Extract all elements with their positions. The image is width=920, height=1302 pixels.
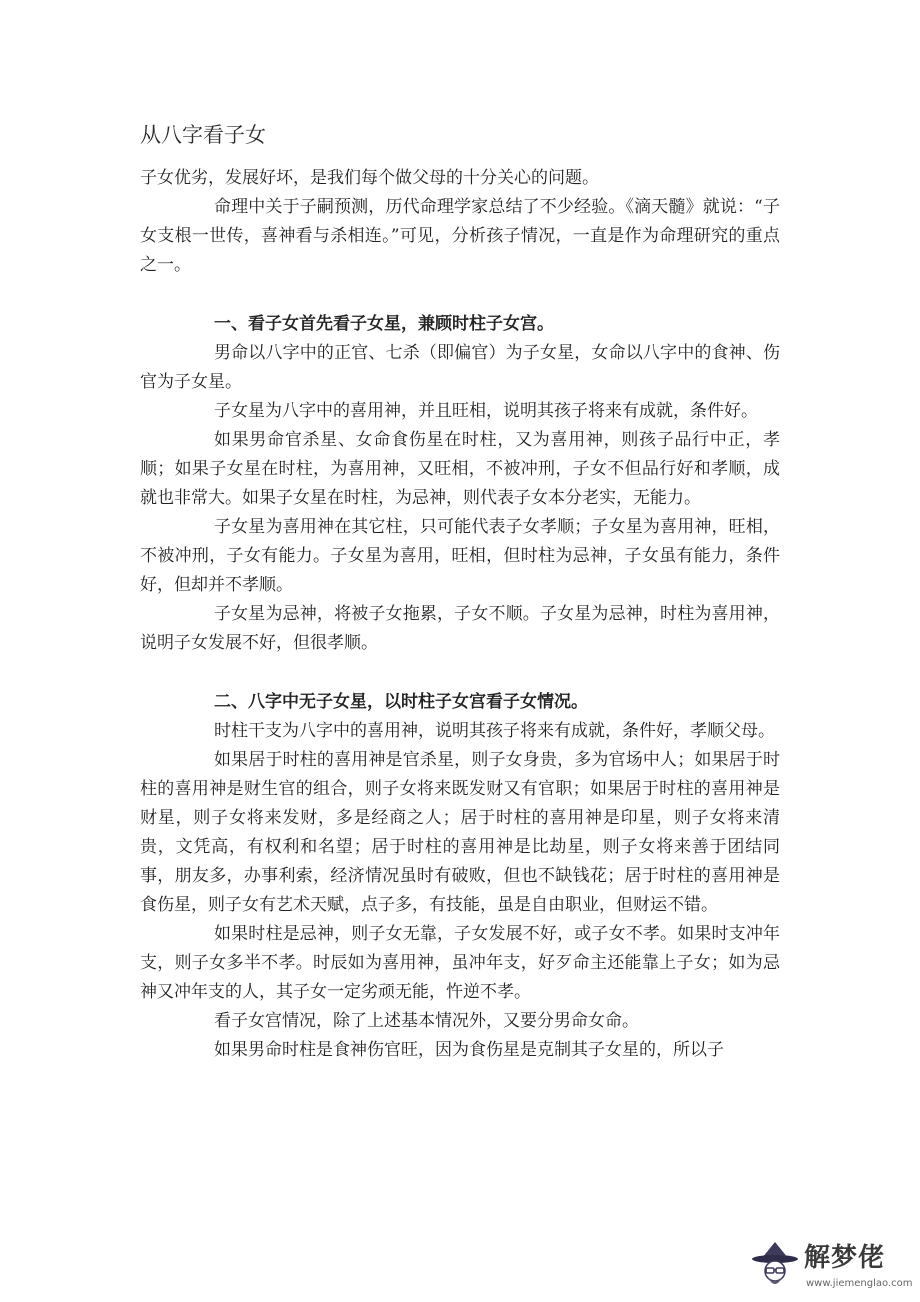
paragraph: 如果男命时柱是食神伤官旺，因为食伤星是克制其子女星的，所以子 xyxy=(214,1040,724,1060)
section-heading-2: 二、八字中无子女星，以时柱子女宫看子女情况。 xyxy=(214,692,588,712)
paragraph: 子女星为忌神，将被子女拖累，子女不顺。子女星为忌神，时柱为喜用神，说明子女发展不好，但很孝顺。 xyxy=(140,604,780,653)
section-spacer xyxy=(140,280,780,310)
paragraph: 时柱干支为八字中的喜用神，说明其孩子将来有成就，条件好，孝顺父母。 xyxy=(214,721,775,741)
paragraph: 命理中关于子嗣预测，历代命理学家总结了不少经验。《滴天髓》就说：“子女支根一世传，喜神看与杀相连。”可见，分析孩子情况，一直是作为命理研究的重点之一。 xyxy=(140,197,780,275)
fortune-teller-hat-icon xyxy=(750,1238,800,1294)
paragraph: 如果男命官杀星、女命食伤星在时柱，又为喜用神，则孩子品行中正，孝顺；如果子女星在时柱，为喜用神，又旺相，不被冲刑，子女不但品行好和孝顺，成就也非常大。如果子女星在时柱，为忌神，则代表子女本分老实，无能力。 xyxy=(140,430,780,508)
paragraph: 如果居于时柱的喜用神是官杀星，则子女身贵，多为官场中人；如果居于时柱的喜用神是财生官的组合，则子女将来既发财又有官职；如果居于时柱的喜用神是财星，则子女将来发财，多是经商之人；居于时柱的喜用神是印星，则子女将来清贵，文凭高，有权利和名望；居于时柱的喜用神是比劫星，则子女将来善于团结同事，朋友多，办事利索，经济情况虽时有破败，但也不缺钱花；居于时柱的喜用神是食伤星，则子女有艺术天赋，点子多，有技能，虽是自由职业，但财运不错。 xyxy=(140,750,780,915)
paragraph: 如果时柱是忌神，则子女无靠，子女发展不好，或子女不孝。如果时支冲年支，则子女多半不孝。时辰如为喜用神，虽冲年支，好歹命主还能靠上子女；如为忌神又冲年支的人，其子女一定劣顽无能，忤逆不孝。 xyxy=(140,924,780,1002)
section-spacer xyxy=(140,658,780,688)
document-body xyxy=(140,164,780,1065)
section-heading-1: 一、看子女首先看子女星，兼顾时柱子女宫。 xyxy=(214,314,554,334)
paragraph: 男命以八字中的正官、七杀（即偏官）为子女星，女命以八字中的食神、伤官为子女星。 xyxy=(140,343,780,392)
paragraph-intro: 子女优劣，发展好坏，是我们每个做父母的十分关心的问题。 xyxy=(140,168,599,188)
site-watermark xyxy=(750,1238,913,1294)
paragraph: 子女星为八字中的喜用神，并且旺相，说明其孩子将来有成就，条件好。 xyxy=(214,401,758,421)
watermark-url: www.jiemenglao.com xyxy=(806,1278,913,1289)
watermark-site-name: 解梦佬 xyxy=(804,1243,886,1273)
paragraph: 子女星为喜用神在其它柱，只可能代表子女孝顺；子女星为喜用神，旺相，不被冲刑，子女有能力。子女星为喜用，旺相，但时柱为忌神，子女虽有能力，条件好，但却并不孝顺。 xyxy=(140,517,780,595)
document-title: 从八字看子女 xyxy=(140,123,266,147)
paragraph: 看子女宫情况，除了上述基本情况外，又要分男命女命。 xyxy=(214,1011,639,1031)
